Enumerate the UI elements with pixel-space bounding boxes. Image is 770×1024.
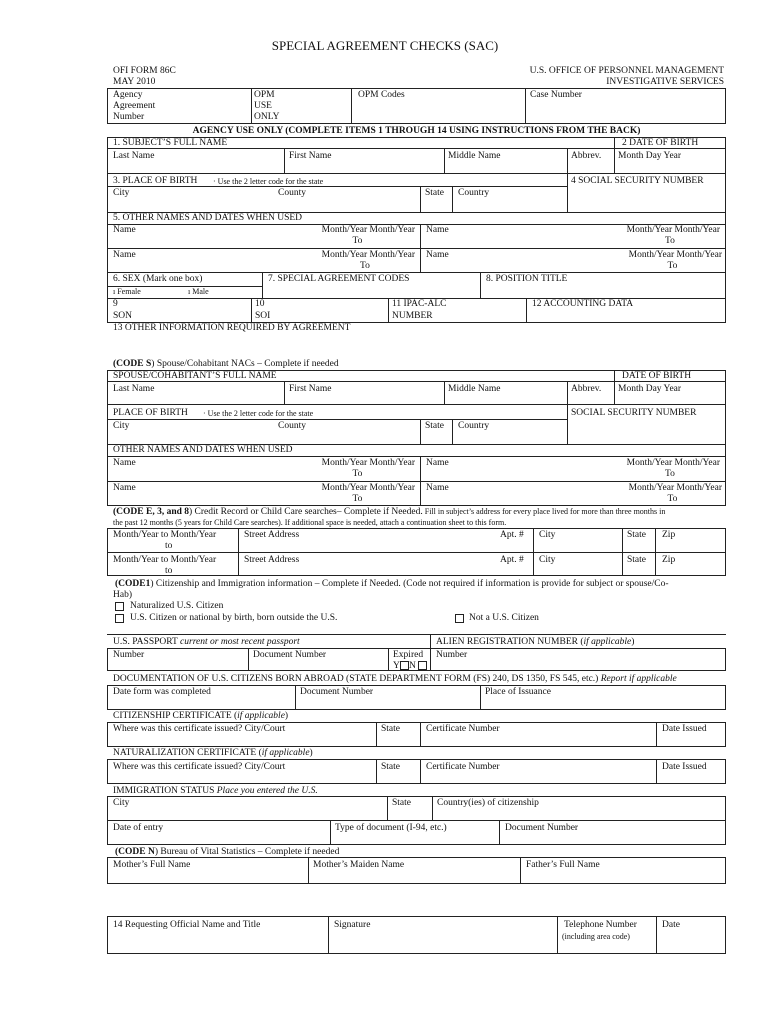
place-of-issuance-field[interactable]: Place of Issuance (485, 687, 551, 697)
spouse-other-name-field-3[interactable]: Name (113, 483, 136, 493)
spouse-pob-note: · Use the 2 letter code for the state (203, 409, 314, 418)
passport-label: U.S. PASSPORT current or most recent passport (113, 637, 300, 647)
to-label: To (352, 236, 363, 246)
spouse-other-dates-3[interactable]: Month/Year Month/Year (321, 483, 415, 493)
expired-no-label: N (409, 661, 416, 671)
mother-full-name-field[interactable]: Mother’s Full Name (113, 860, 191, 870)
spouse-middle-name-field[interactable]: Middle Name (448, 384, 501, 394)
son-field[interactable]: SON (113, 311, 133, 321)
natz-date-issued-field[interactable]: Date Issued (662, 762, 707, 772)
credit-dates-field-2[interactable]: Month/Year to Month/Year (113, 555, 217, 565)
pob-county-field[interactable]: County (278, 188, 306, 198)
agency-use-instruction: AGENCY USE ONLY (COMPLETE ITEMS 1 THROUGH 14 USING INSTRUCTIONS FROM THE BACK) (192, 126, 641, 136)
naturalization-cert-label: NATURALIZATION CERTIFICATE (if applicable) (113, 748, 313, 758)
countries-citizenship-field[interactable]: Country(ies) of citizenship (437, 798, 539, 808)
credit-zip-field-2[interactable]: Zip (662, 555, 676, 565)
credit-apt-field-2[interactable]: Apt. # (500, 555, 524, 565)
natz-cert-number-field[interactable]: Certificate Number (426, 762, 500, 772)
ipac-number-field[interactable]: NUMBER (392, 311, 433, 321)
pob-state-field[interactable]: State (425, 188, 444, 198)
date-form-completed-field[interactable]: Date form was completed (113, 687, 211, 697)
subject-dob-label: 2 DATE OF BIRTH (622, 138, 699, 148)
spouse-other-dates-2[interactable]: Month/Year Month/Year (626, 458, 720, 468)
telephone-field[interactable]: Telephone Number (564, 920, 637, 930)
requesting-official-field[interactable]: 14 Requesting Official Name and Title (113, 920, 261, 930)
code-1-heading: (CODE1) Citizenship and Immigration information – Complete if Needed. (Code not required if information is provide for subject or spouse/Co- (115, 579, 669, 589)
naturalized-checkbox[interactable] (115, 602, 124, 611)
natz-state-field[interactable]: State (381, 762, 400, 772)
first-name-field[interactable]: First Name (289, 151, 332, 161)
sac-codes-label: 7. SPECIAL AGREEMENT CODES (268, 274, 410, 284)
father-full-name-field[interactable]: Father’s Full Name (526, 860, 600, 870)
code-e-heading: (CODE E, 3, and 8) Credit Record or Child Care searches– Complete if Needed. Fill in subject’s address for every place lived for more than three months in (113, 507, 666, 517)
sex-label: 6. SEX (Mark one box) (113, 274, 203, 284)
immigration-state-field[interactable]: State (392, 798, 411, 808)
case-number-label: Case Number (530, 90, 582, 100)
immigration-city-field[interactable]: City (113, 798, 130, 808)
spouse-county-field[interactable]: County (278, 421, 306, 431)
spouse-ssn-label: SOCIAL SECURITY NUMBER (571, 408, 697, 418)
passport-document-number-field[interactable]: Document Number (253, 650, 327, 660)
immigration-status-label: IMMIGRATION STATUS Place you entered the U.S. (113, 786, 318, 796)
son-number: 9 (113, 299, 118, 309)
expired-no-checkbox[interactable] (418, 661, 427, 670)
cert-number-field[interactable]: Certificate Number (426, 724, 500, 734)
to-label: To (665, 469, 675, 479)
other-dates-field-2[interactable]: Month/Year Month/Year (626, 225, 720, 235)
to-label: To (352, 494, 363, 504)
agency-agreement-label-2: Agreement (113, 101, 156, 111)
opm-use-label: OPM (254, 90, 275, 100)
spouse-other-name-field-4[interactable]: Name (426, 483, 449, 493)
spouse-other-name-field-2[interactable]: Name (426, 458, 449, 468)
spouse-abbrev-field[interactable]: Abbrev. (571, 384, 602, 394)
spouse-other-dates-4[interactable]: Month/Year Month/Year (628, 483, 722, 493)
credit-state-field-2[interactable]: State (627, 555, 646, 565)
female-checkbox[interactable]: ı Female (113, 287, 141, 296)
credit-street-field-1[interactable]: Street Address (244, 530, 300, 540)
ipac-label: 11 IPAC-ALC (392, 299, 447, 309)
not-citizen-checkbox[interactable] (455, 614, 464, 623)
accounting-data-field[interactable]: 12 ACCOUNTING DATA (532, 299, 634, 309)
signature-date-field[interactable]: Date (662, 920, 680, 930)
expired-yes-label: Y (393, 661, 400, 671)
vital-statistics-row (107, 857, 726, 884)
pob-note: · Use the 2 letter code for the state (213, 177, 324, 186)
other-name-field-4[interactable]: Name (426, 250, 449, 260)
to-label: To (667, 494, 678, 504)
male-checkbox[interactable]: ı Male (188, 287, 209, 296)
spouse-first-name-field[interactable]: First Name (289, 384, 332, 394)
spouse-dob-label: DATE OF BIRTH (622, 371, 692, 381)
spouse-other-name-field-1[interactable]: Name (113, 458, 136, 468)
other-name-field-1[interactable]: Name (113, 225, 136, 235)
other-dates-field-3[interactable]: Month/Year Month/Year (321, 250, 415, 260)
agency-agreement-label: Agency (113, 90, 143, 100)
pob-city-field[interactable]: City (113, 188, 130, 198)
documentation-number-field[interactable]: Document Number (300, 687, 374, 697)
expired-label: Expired (393, 650, 424, 660)
credit-zip-field-1[interactable]: Zip (662, 530, 676, 540)
to-label: to (165, 541, 173, 551)
code-1-heading-cont: Hab) (113, 590, 132, 600)
not-citizen-label: Not a U.S. Citizen (469, 613, 539, 623)
place-of-birth-label: 3. PLACE OF BIRTH (113, 176, 198, 186)
date-of-entry-field[interactable]: Date of entry (113, 823, 164, 833)
opm-codes-label: OPM Codes (358, 90, 405, 100)
credit-city-field-1[interactable]: City (539, 530, 556, 540)
natz-issued-where-field[interactable]: Where was this certificate issued? City/Court (113, 762, 286, 772)
to-label: to (165, 566, 173, 576)
cert-state-field[interactable]: State (381, 724, 400, 734)
cert-date-issued-field[interactable]: Date Issued (662, 724, 707, 734)
signature-field[interactable]: Signature (334, 920, 371, 930)
agency-division: INVESTIGATIVE SERVICES (606, 77, 724, 87)
page-title: SPECIAL AGREEMENT CHECKS (SAC) (271, 38, 499, 53)
passport-number-field[interactable]: Number (113, 650, 145, 660)
spouse-country-field[interactable]: Country (458, 421, 490, 431)
spouse-other-names-label: OTHER NAMES AND DATES WHEN USED (113, 445, 293, 455)
credit-street-field-2[interactable]: Street Address (244, 555, 300, 565)
expired-yes-checkbox[interactable] (400, 661, 409, 670)
opm-use-label-3: ONLY (254, 112, 280, 122)
documentation-label: DOCUMENTATION OF U.S. CITIZENS BORN ABROAD (STATE DEPARTMENT FORM (FS) 240, DS 1350, FS 545, etc.) Report if applicable (113, 674, 677, 684)
citizenship-cert-label: CITIZENSHIP CERTIFICATE (if applicable) (113, 711, 289, 721)
other-name-field-3[interactable]: Name (113, 250, 136, 260)
spouse-full-name-label: SPOUSE/COHABITANT’S FULL NAME (113, 371, 277, 381)
subject-full-name-label: 1. SUBJECT’S FULL NAME (113, 138, 228, 148)
mother-maiden-name-field[interactable]: Mother’s Maiden Name (313, 860, 405, 870)
spouse-other-dates-1[interactable]: Month/Year Month/Year (321, 458, 415, 468)
immigration-document-number-field[interactable]: Document Number (505, 823, 579, 833)
abbrev-field[interactable]: Abbrev. (571, 151, 602, 161)
spouse-last-name-field[interactable]: Last Name (113, 384, 155, 394)
credit-city-field-2[interactable]: City (539, 555, 556, 565)
form-date: MAY 2010 (113, 77, 156, 87)
code-s-heading: (CODE S) Spouse/Cohabitant NACs – Complete if needed (113, 359, 339, 369)
alien-number-field[interactable]: Number (436, 650, 468, 660)
to-label: To (352, 469, 363, 479)
other-names-label: 5. OTHER NAMES AND DATES WHEN USED (113, 213, 303, 223)
naturalized-label: Naturalized U.S. Citizen (130, 601, 224, 611)
code-n-heading: (CODE N) Bureau of Vital Statistics – Complete if needed (115, 847, 340, 857)
dob-field[interactable]: Month Day Year (618, 151, 682, 161)
other-dates-field-4[interactable]: Month/Year Month/Year (628, 250, 722, 260)
credit-state-field-1[interactable]: State (627, 530, 646, 540)
telephone-note: (including area code) (562, 932, 630, 941)
middle-name-field[interactable]: Middle Name (448, 151, 501, 161)
spouse-dob-field[interactable]: Month Day Year (618, 384, 682, 394)
to-label: To (665, 236, 675, 246)
pob-country-field[interactable]: Country (458, 188, 490, 198)
soi-number: 10 (255, 299, 265, 309)
header-box (107, 88, 726, 124)
opm-use-label-2: USE (254, 101, 272, 111)
spouse-state-field[interactable]: State (425, 421, 444, 431)
soi-field[interactable]: SOI (255, 311, 271, 321)
other-info-label: 13 OTHER INFORMATION REQUIRED BY AGREEMENT (113, 323, 351, 333)
born-outside-checkbox[interactable] (115, 614, 124, 623)
last-name-field[interactable]: Last Name (113, 151, 155, 161)
ssn-label: 4 SOCIAL SECURITY NUMBER (571, 176, 704, 186)
form-number: OFI FORM 86C (113, 66, 176, 76)
spouse-pob-label: PLACE OF BIRTH (113, 408, 188, 418)
to-label: To (667, 261, 678, 271)
document-type-field[interactable]: Type of document (I-94, etc.) (335, 823, 447, 833)
cert-issued-where-field[interactable]: Where was this certificate issued? City/Court (113, 724, 286, 734)
credit-dates-field-1[interactable]: Month/Year to Month/Year (113, 530, 217, 540)
other-dates-field-1[interactable]: Month/Year Month/Year (321, 225, 415, 235)
other-name-field-2[interactable]: Name (426, 225, 449, 235)
agency-name: U.S. OFFICE OF PERSONNEL MANAGEMENT (529, 66, 724, 76)
born-outside-label: U.S. Citizen or national by birth, born outside the U.S. (130, 613, 338, 623)
position-title-label: 8. POSITION TITLE (486, 274, 568, 284)
credit-apt-field-1[interactable]: Apt. # (500, 530, 524, 540)
spouse-city-field[interactable]: City (113, 421, 130, 431)
credit-note: the past 12 months (5 years for Child Care searches). If additional space is needed, attach a continuation sheet to this form. (113, 518, 507, 527)
alien-registration-label: ALIEN REGISTRATION NUMBER (if applicable) (436, 637, 635, 647)
to-label: To (360, 261, 370, 271)
agency-agreement-label-3: Number (113, 112, 145, 122)
